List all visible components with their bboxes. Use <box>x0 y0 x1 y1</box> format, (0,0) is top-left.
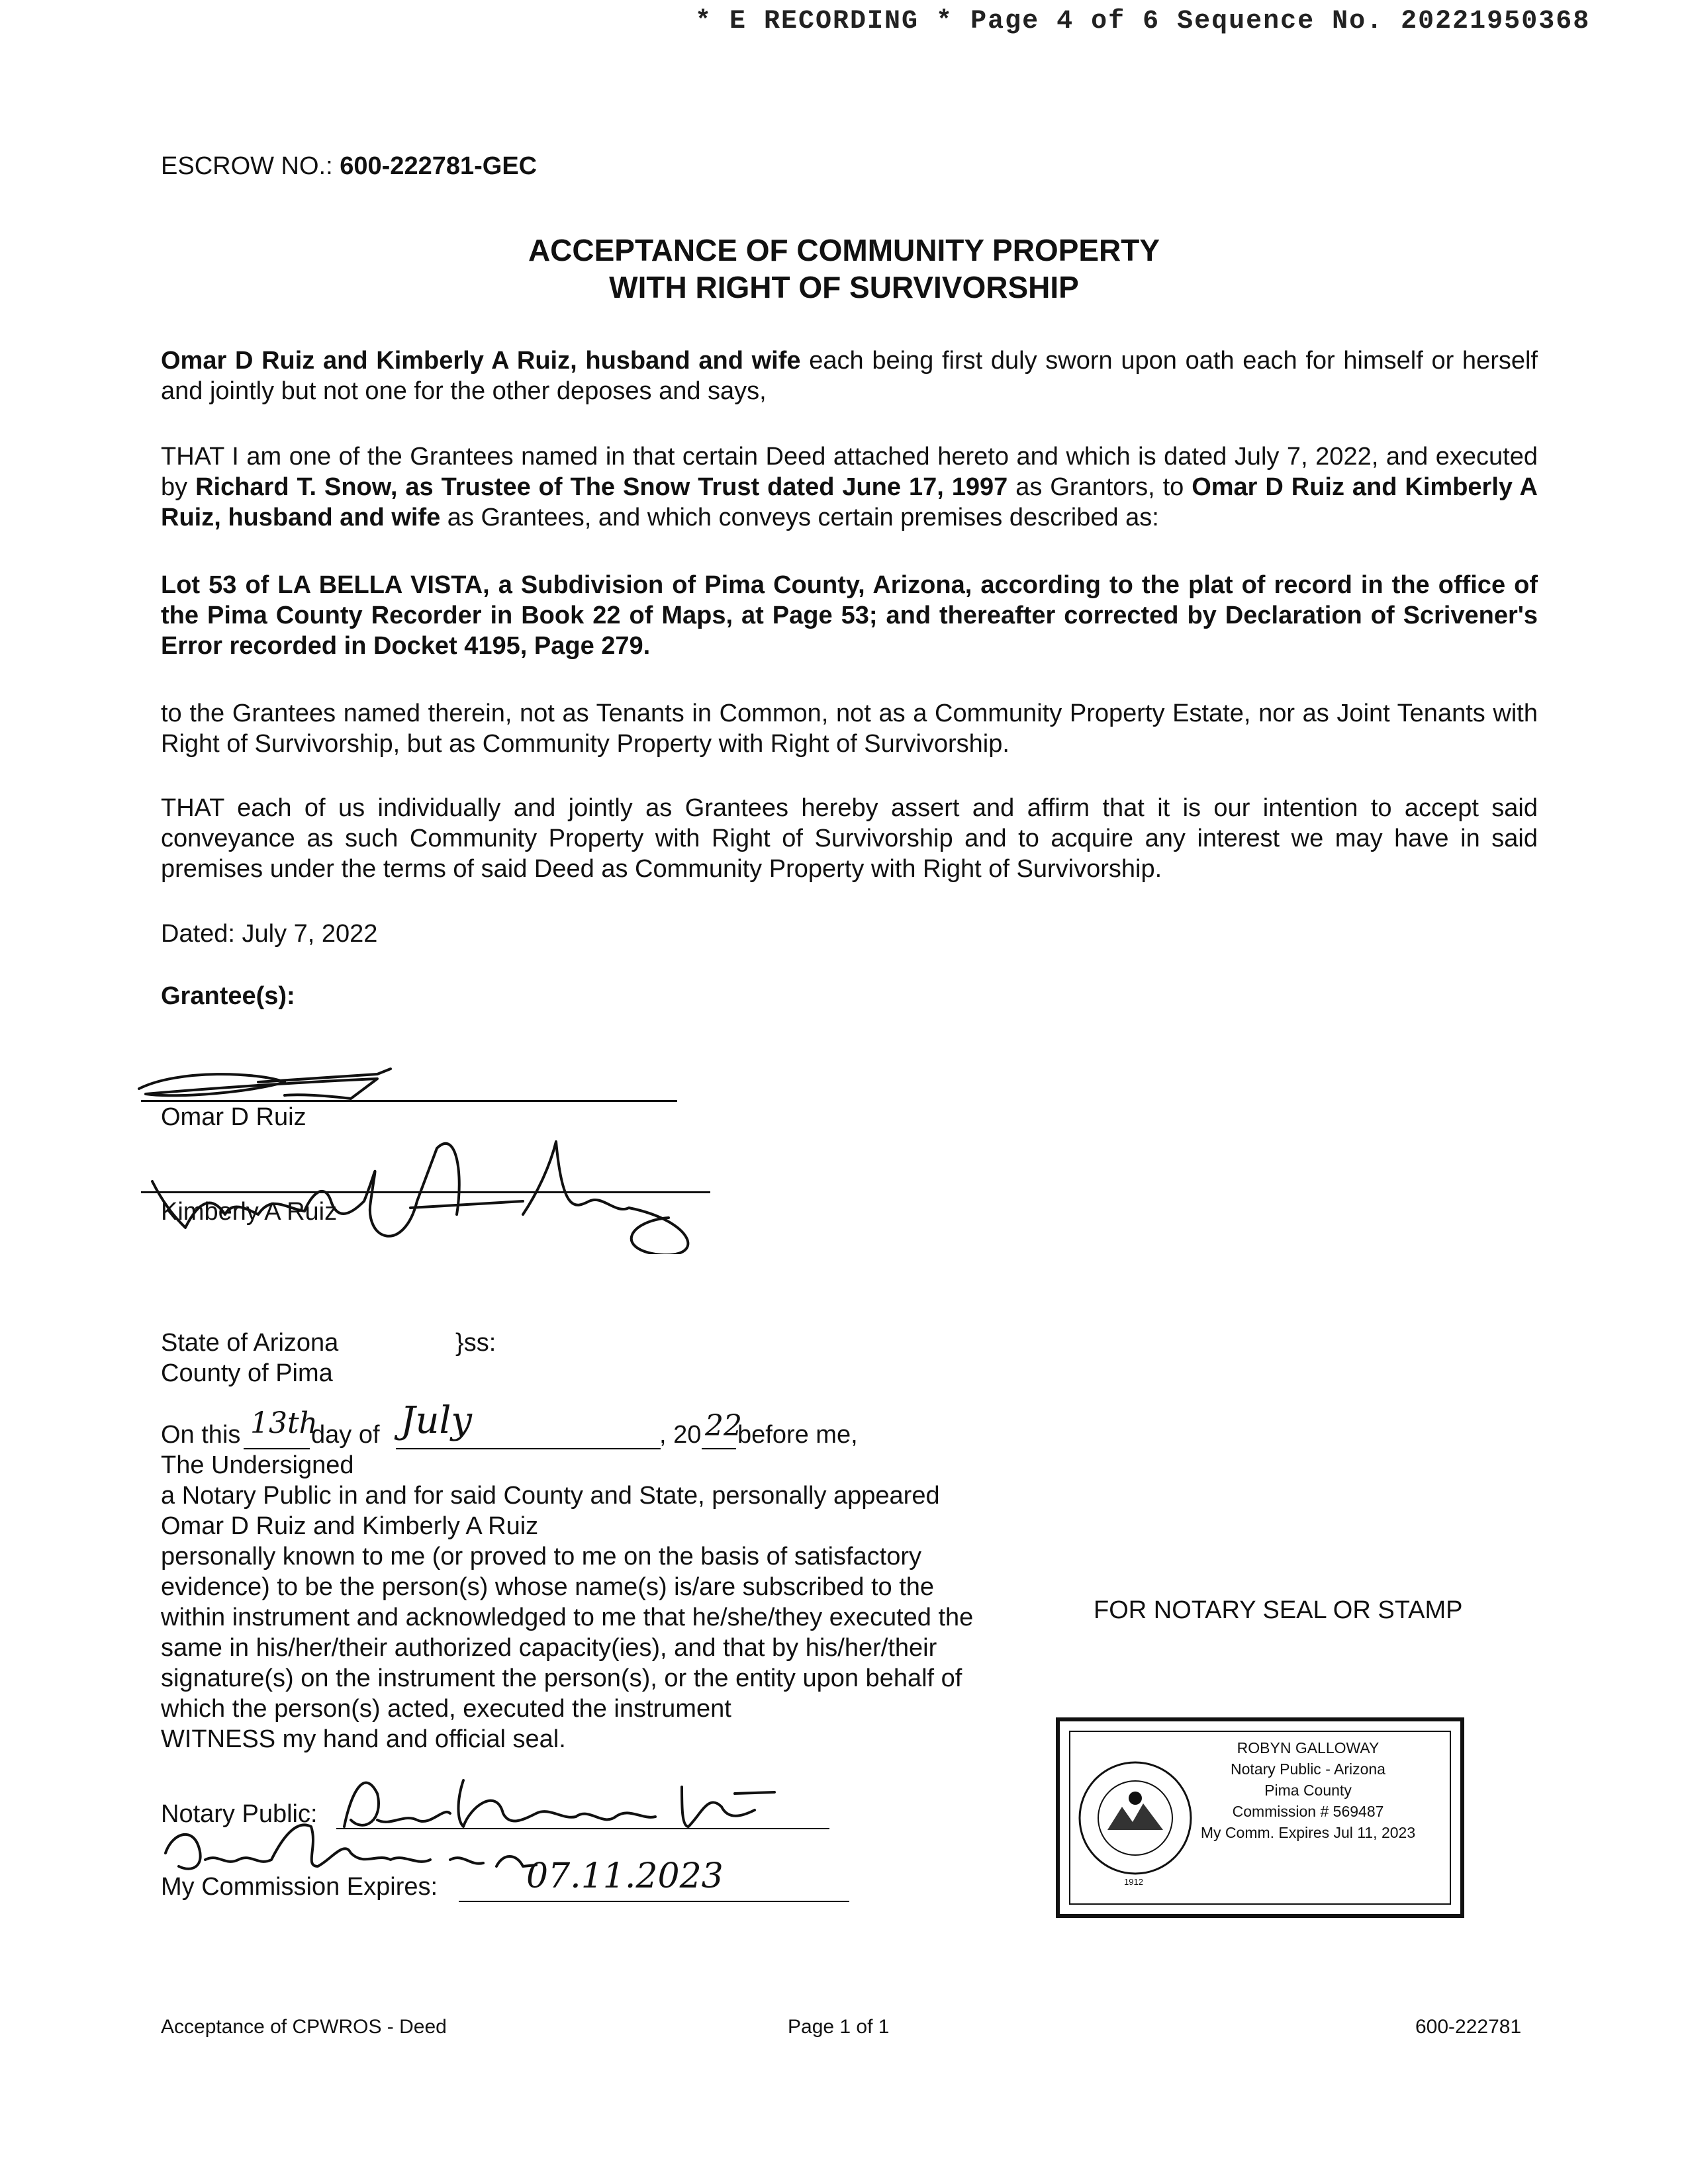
seal-caption: FOR NOTARY SEAL OR STAMP <box>1094 1596 1463 1624</box>
grantees-tenancy-paragraph: to the Grantees named therein, not as Tenants in Common, not as a Community Property Estate, nor as Joint Tenants with Right of Survivorship, but as Community Property with Right of Survivorship. <box>161 700 1538 758</box>
ack-line: a Notary Public in and for said County and State, personally appeared <box>161 1482 940 1510</box>
notary-printed-signature-stroke <box>165 1825 536 1868</box>
kimberly-signature-stroke <box>152 1142 688 1254</box>
handwritten-year: 22 <box>705 1409 742 1443</box>
seal-expiration: My Comm. Expires Jul 11, 2023 <box>1200 1824 1416 1841</box>
commission-expires-label: My Commission Expires: <box>161 1873 438 1901</box>
year-blank-line <box>702 1448 736 1449</box>
on-this-label: On this <box>161 1421 241 1449</box>
grantor-names: Richard T. Snow, as Trustee of The Snow Trust dated June 17, 1997 <box>195 473 1008 501</box>
venue-state: State of Arizona <box>161 1329 339 1357</box>
affiant-names: Omar D Ruiz and Kimberly A Ruiz, husband and wife <box>161 347 801 375</box>
footer-document-name: Acceptance of CPWROS - Deed <box>161 2016 447 2038</box>
notary-signature-stroke <box>344 1780 774 1827</box>
commission-expires-line <box>459 1901 849 1902</box>
seal-text-block <box>1179 1737 1437 1843</box>
seal-commission-number: Commission # 569487 <box>1232 1803 1384 1820</box>
title-line-1: ACCEPTANCE OF COMMUNITY PROPERTY <box>528 233 1160 267</box>
seal-notary-title: Notary Public - Arizona <box>1231 1760 1385 1778</box>
recording-header: * E RECORDING * Page 4 of 6 Sequence No. 20221950368 <box>695 7 1591 36</box>
dated-line: Dated: July 7, 2022 <box>161 920 378 948</box>
escrow-number <box>161 151 537 181</box>
before-me-label: before me, <box>737 1421 858 1449</box>
document-title <box>0 232 1688 306</box>
footer-page-number: Page 1 of 1 <box>788 2016 890 2038</box>
deed-paragraph <box>161 441 1538 533</box>
seal-notary-name: ROBYN GALLOWAY <box>1237 1739 1380 1756</box>
ack-line: which the person(s) acted, executed the instrument <box>161 1695 731 1723</box>
ack-line: The Undersigned <box>161 1451 354 1479</box>
signer-omar-name: Omar D Ruiz <box>161 1103 306 1131</box>
title-line-2: WITH RIGHT OF SURVIVORSHIP <box>609 270 1079 304</box>
deed-text-c: as Grantees, and which conveys certain premises described as: <box>440 504 1159 531</box>
ack-line: within instrument and acknowledged to me that he/she/they executed the <box>161 1604 974 1631</box>
affirmation-paragraph: THAT each of us individually and jointly as Grantees hereby assert and affirm that it is our intention to accept said conveyance as such Community Property with Right of Survivorship and to acquire any interest we may have in said premises under the terms of said Deed as Community Property with Right of Survivorship. <box>161 794 1538 883</box>
ack-line: evidence) to be the person(s) whose name(s) is/are subscribed to the <box>161 1573 935 1601</box>
legal-description: Lot 53 of LA BELLA VISTA, a Subdivision of Pima County, Arizona, according to the plat of record in the office of the Pima County Recorder in Book 22 of Maps, at Page 53; and thereafter corrected by Declaration of Scrivener's Error recorded in Docket 4195, Page 279. <box>161 571 1538 660</box>
venue-ss: }ss: <box>455 1329 496 1357</box>
deed-text-a: THAT I am one of the Grantees named in that certain Deed attached hereto and which is dated July 7, 2022, and executed by <box>161 443 1538 501</box>
ack-line: Omar D Ruiz and Kimberly A Ruiz <box>161 1512 539 1540</box>
acknowledgment-text <box>161 1450 1074 1754</box>
omar-signature-stroke <box>139 1069 391 1099</box>
affiant-text: each being first duly sworn upon oath each for himself or herself and jointly but not one for the other deposes and says, <box>161 347 1538 405</box>
escrow-label: ESCROW NO.: <box>161 152 333 180</box>
escrow-value: 600-222781-GEC <box>340 152 538 180</box>
state-seal-ring-text <box>1080 1748 1191 1887</box>
ack-line: personally known to me (or proved to me on the basis of satisfactory <box>161 1543 921 1570</box>
notary-public-label: Notary Public: <box>161 1800 318 1828</box>
affiant-paragraph <box>161 345 1538 406</box>
year-prefix: , 20 <box>659 1421 702 1449</box>
handwritten-day: 13th <box>250 1406 318 1440</box>
ack-line: signature(s) on the instrument the person(s), or the entity upon behalf of <box>161 1664 962 1692</box>
grantee-signatures <box>126 1042 722 1254</box>
ack-line: same in his/her/their authorized capacity(ies), and that by his/her/their <box>161 1634 937 1662</box>
handwritten-commission-date: 07.11.2023 <box>526 1856 724 1896</box>
footer-escrow-ref: 600-222781 <box>1415 2016 1522 2038</box>
ack-line: WITNESS my hand and official seal. <box>161 1725 566 1753</box>
venue-county: County of Pima <box>161 1359 333 1387</box>
month-blank-line <box>396 1448 661 1449</box>
handwritten-month: July <box>400 1399 473 1442</box>
grantees-label: Grantee(s): <box>161 982 295 1010</box>
grantee-names: Omar D Ruiz and Kimberly A Ruiz, husband and wife <box>161 473 1538 531</box>
seal-county: Pima County <box>1264 1782 1352 1799</box>
deed-text-b: as Grantors, to <box>1008 473 1192 501</box>
state-seal-year: 1912 <box>1124 1877 1143 1887</box>
notary-stamp <box>1056 1717 1464 1918</box>
day-blank-line <box>244 1448 310 1449</box>
signer-kimberly-name: Kimberly A Ruiz <box>161 1198 338 1226</box>
day-of-label: day of <box>311 1421 380 1449</box>
